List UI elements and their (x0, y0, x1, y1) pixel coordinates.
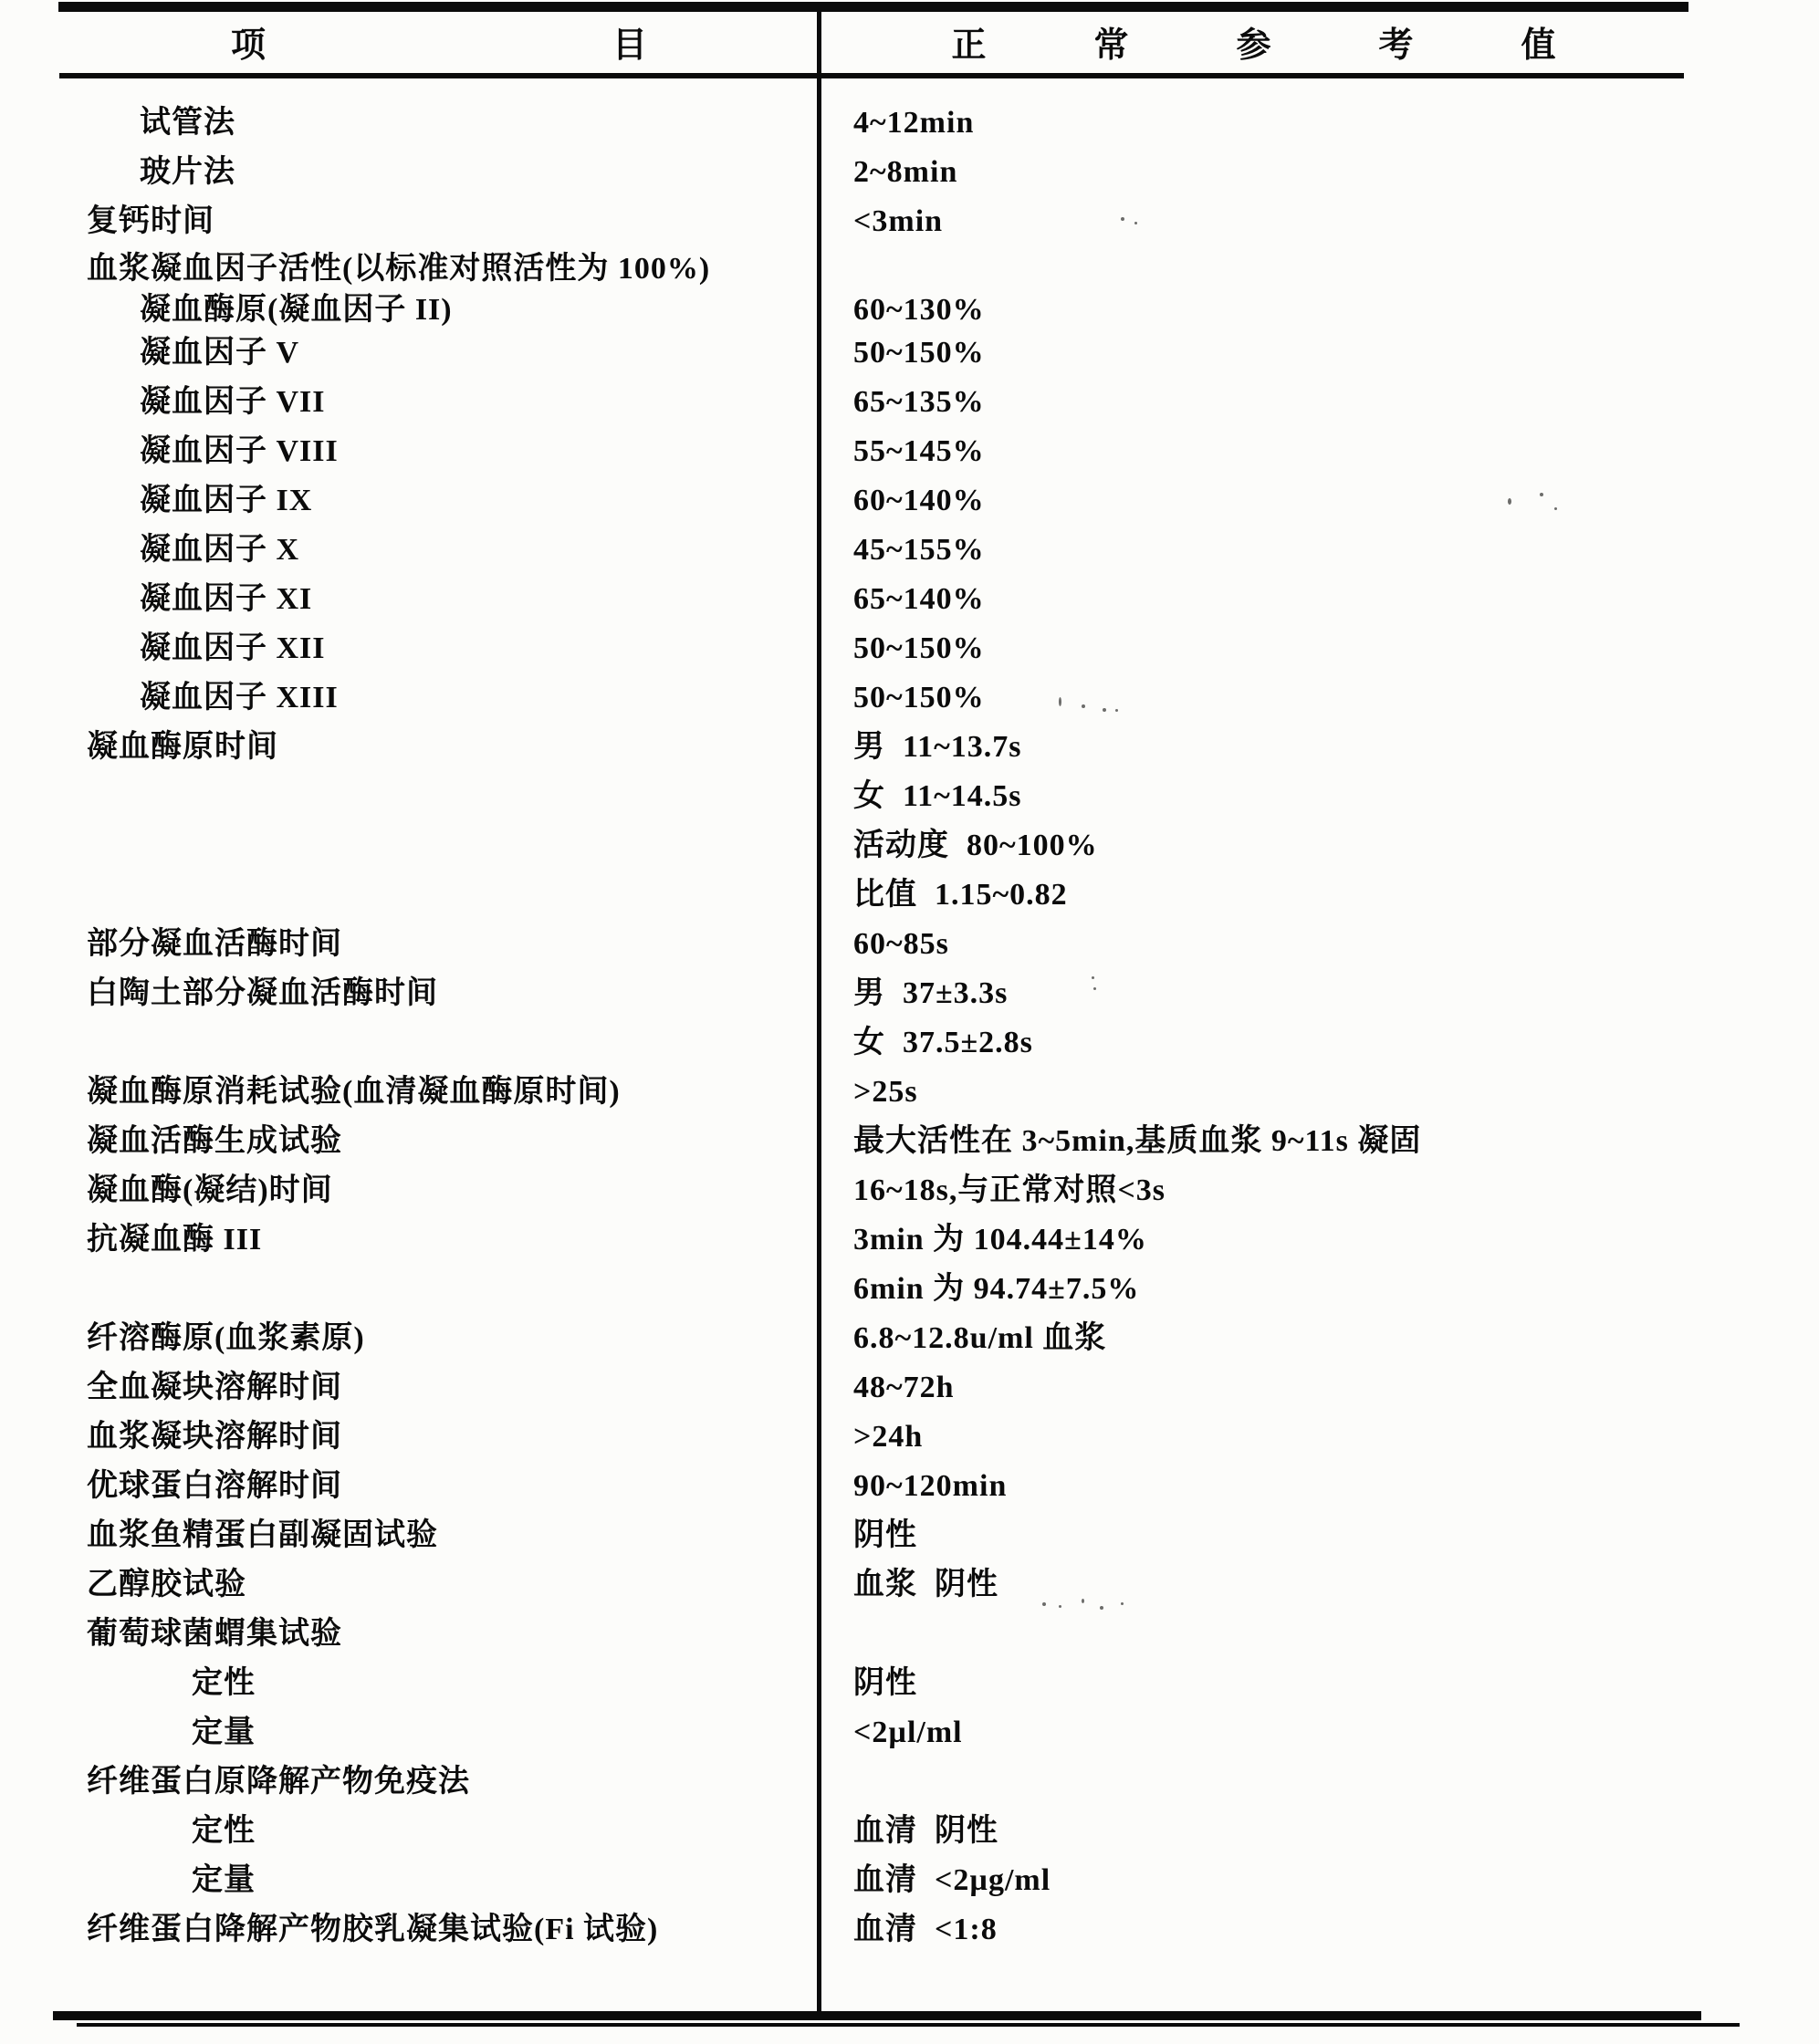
value-cell: 血浆 阴性 (853, 1568, 998, 1602)
table-row (59, 1708, 1688, 1757)
table-row (59, 1856, 1688, 1905)
header-char: 项 (230, 26, 266, 65)
header-char: 考 (1378, 26, 1414, 65)
table-row (59, 871, 1688, 920)
table-row (59, 328, 1688, 378)
value-cell: 4~12min (853, 106, 975, 141)
rows (59, 99, 1688, 1955)
table-row (59, 772, 1688, 821)
scan-noise-dot (1059, 697, 1061, 706)
table-row (59, 1560, 1688, 1610)
table-row (59, 197, 1688, 246)
scan-noise-dot (1103, 708, 1106, 712)
item-cell: 纤溶酶原(血浆素原) (87, 1321, 365, 1356)
item-cell: 定性 (192, 1666, 256, 1701)
item-cell: 玻片法 (140, 155, 235, 190)
item-cell: 凝血酶原(凝血因子 II) (140, 293, 453, 328)
item-cell: 纤维蛋白降解产物胶乳凝集试验(Fi 试验) (87, 1913, 659, 1947)
item-cell: 凝血因子 XI (140, 582, 313, 617)
value-cell: 65~140% (853, 582, 985, 617)
item-cell: 试管法 (140, 106, 235, 141)
item-cell: 血浆鱼精蛋白副凝固试验 (87, 1518, 438, 1553)
value-cell: 最大活性在 3~5min,基质血浆 9~11s 凝固 (853, 1124, 1422, 1159)
value-cell: 男 37±3.3s (853, 976, 1009, 1011)
scan-noise-dot (1134, 222, 1137, 224)
table-row (59, 920, 1688, 969)
item-cell: 凝血因子 V (140, 336, 300, 370)
item-cell: 优球蛋白溶解时间 (87, 1469, 342, 1504)
value-cell: 活动度 80~100% (853, 829, 1098, 863)
table-row (59, 427, 1688, 476)
scan-noise-dot (1508, 498, 1511, 505)
table-row (59, 1610, 1688, 1659)
table-row (59, 821, 1688, 871)
value-cell: 16~18s,与正常对照<3s (853, 1173, 1166, 1208)
scan-noise-dot (1092, 976, 1094, 979)
table-bottom-rule-thick (53, 2011, 1701, 2020)
value-cell: 血清 <1:8 (853, 1913, 998, 1947)
value-cell: 50~150% (853, 681, 985, 715)
value-cell: 65~135% (853, 385, 985, 420)
table-row (59, 1215, 1688, 1265)
scan-noise-dot (1554, 507, 1557, 510)
header-char: 目 (612, 26, 648, 65)
value-cell: 60~85s (853, 927, 949, 962)
table-row (59, 1413, 1688, 1462)
table-row (59, 1511, 1688, 1560)
item-cell: 乙醇胶试验 (87, 1568, 246, 1602)
table-row (59, 99, 1688, 148)
value-cell: >25s (853, 1075, 918, 1110)
scan-noise-dot (1082, 704, 1085, 708)
table-row (59, 476, 1688, 526)
value-cell: <3min (853, 204, 944, 239)
item-cell: 抗凝血酶 III (87, 1223, 263, 1257)
header-char: 正 (951, 26, 987, 65)
value-cell: 3min 为 104.44±14% (853, 1223, 1147, 1257)
table-row (59, 1314, 1688, 1363)
value-cell: 55~145% (853, 434, 985, 469)
value-cell: 50~150% (853, 631, 985, 666)
table-row (59, 673, 1688, 723)
value-cell: 6.8~12.8u/ml 血浆 (853, 1321, 1107, 1356)
table-row (59, 723, 1688, 772)
table-row (59, 1462, 1688, 1511)
item-cell: 定性 (192, 1814, 256, 1849)
table-row (59, 1265, 1688, 1314)
item-cell: 凝血因子 VII (140, 385, 326, 420)
header-item-column (59, 13, 819, 69)
table-row (59, 1117, 1688, 1166)
item-cell: 纤维蛋白原降解产物免疫法 (87, 1765, 470, 1799)
value-cell: 50~150% (853, 336, 985, 370)
header-char: 常 (1093, 26, 1129, 65)
header-char: 值 (1521, 26, 1556, 65)
item-cell: 定量 (192, 1863, 256, 1898)
value-cell: 男 11~13.7s (853, 730, 1022, 765)
scan-noise-dot (1115, 709, 1118, 712)
value-cell: 6min 为 94.74±7.5% (853, 1272, 1140, 1307)
scan-noise-dot (1082, 1599, 1084, 1603)
item-cell: 凝血活酶生成试验 (87, 1124, 342, 1159)
table-row (59, 1363, 1688, 1413)
header-value-column (819, 13, 1688, 69)
table-row (59, 526, 1688, 575)
table-row (59, 624, 1688, 673)
item-cell: 血浆凝块溶解时间 (87, 1420, 342, 1455)
table-row (59, 575, 1688, 624)
table-row (59, 246, 1688, 292)
item-cell: 凝血酶原消耗试验(血清凝血酶原时间) (87, 1075, 621, 1110)
item-cell: 复钙时间 (87, 204, 214, 239)
table-row (59, 292, 1688, 328)
table-row (59, 1068, 1688, 1117)
item-cell: 葡萄球菌蝟集试验 (87, 1617, 342, 1652)
scan-noise-dot (1121, 1602, 1124, 1605)
item-cell: 全血凝块溶解时间 (87, 1371, 342, 1405)
value-cell: 2~8min (853, 155, 958, 190)
value-cell: 60~140% (853, 484, 985, 518)
table-row (59, 1807, 1688, 1856)
table-bottom-rule-thin (77, 2023, 1740, 2027)
value-cell: >24h (853, 1420, 924, 1455)
value-cell: 阴性 (853, 1518, 917, 1553)
item-cell: 凝血因子 VIII (140, 434, 339, 469)
item-cell: 定量 (192, 1716, 256, 1750)
item-cell: 凝血因子 X (140, 533, 300, 568)
header-separator-rule (59, 73, 1684, 78)
table-row (59, 1757, 1688, 1807)
header-char: 参 (1236, 26, 1271, 65)
table-top-rule (58, 2, 1688, 12)
item-cell: 部分凝血活酶时间 (87, 927, 342, 962)
value-cell: 48~72h (853, 1371, 955, 1405)
item-cell: 凝血酶(凝结)时间 (87, 1173, 333, 1208)
value-cell: <2µl/ml (853, 1716, 963, 1750)
item-cell: 凝血因子 XIII (140, 681, 339, 715)
scan-noise-dot (1121, 217, 1124, 221)
value-cell: 血清 <2µg/ml (853, 1863, 1051, 1898)
table-row (59, 1905, 1688, 1955)
table-row (59, 378, 1688, 427)
value-cell: 比值 1.15~0.82 (853, 878, 1068, 912)
scan-noise-dot (1059, 1605, 1061, 1608)
item-cell: 血浆凝血因子活性(以标准对照活性为 100%) (87, 252, 711, 287)
value-cell: 女 11~14.5s (853, 779, 1022, 814)
table-row (59, 148, 1688, 197)
table-row (59, 1166, 1688, 1215)
item-cell: 凝血因子 XII (140, 631, 326, 666)
item-cell: 凝血酶原时间 (87, 730, 278, 765)
scan-noise-dot (1042, 1602, 1046, 1606)
value-cell: 血清 阴性 (853, 1814, 998, 1849)
item-cell: 凝血因子 IX (140, 484, 313, 518)
scan-noise-dot (1540, 493, 1543, 496)
value-cell: 女 37.5±2.8s (853, 1026, 1033, 1060)
table-row (59, 969, 1688, 1018)
scan-noise-dot (1093, 987, 1096, 990)
value-cell: 45~155% (853, 533, 985, 568)
value-cell: 60~130% (853, 293, 985, 328)
value-cell: 阴性 (853, 1666, 917, 1701)
value-cell: 90~120min (853, 1469, 1008, 1504)
table-row (59, 1659, 1688, 1708)
item-cell: 白陶土部分凝血活酶时间 (87, 976, 438, 1011)
scan-noise-dot (1100, 1606, 1103, 1610)
table-header-row (59, 13, 1688, 69)
table-row (59, 1018, 1688, 1068)
